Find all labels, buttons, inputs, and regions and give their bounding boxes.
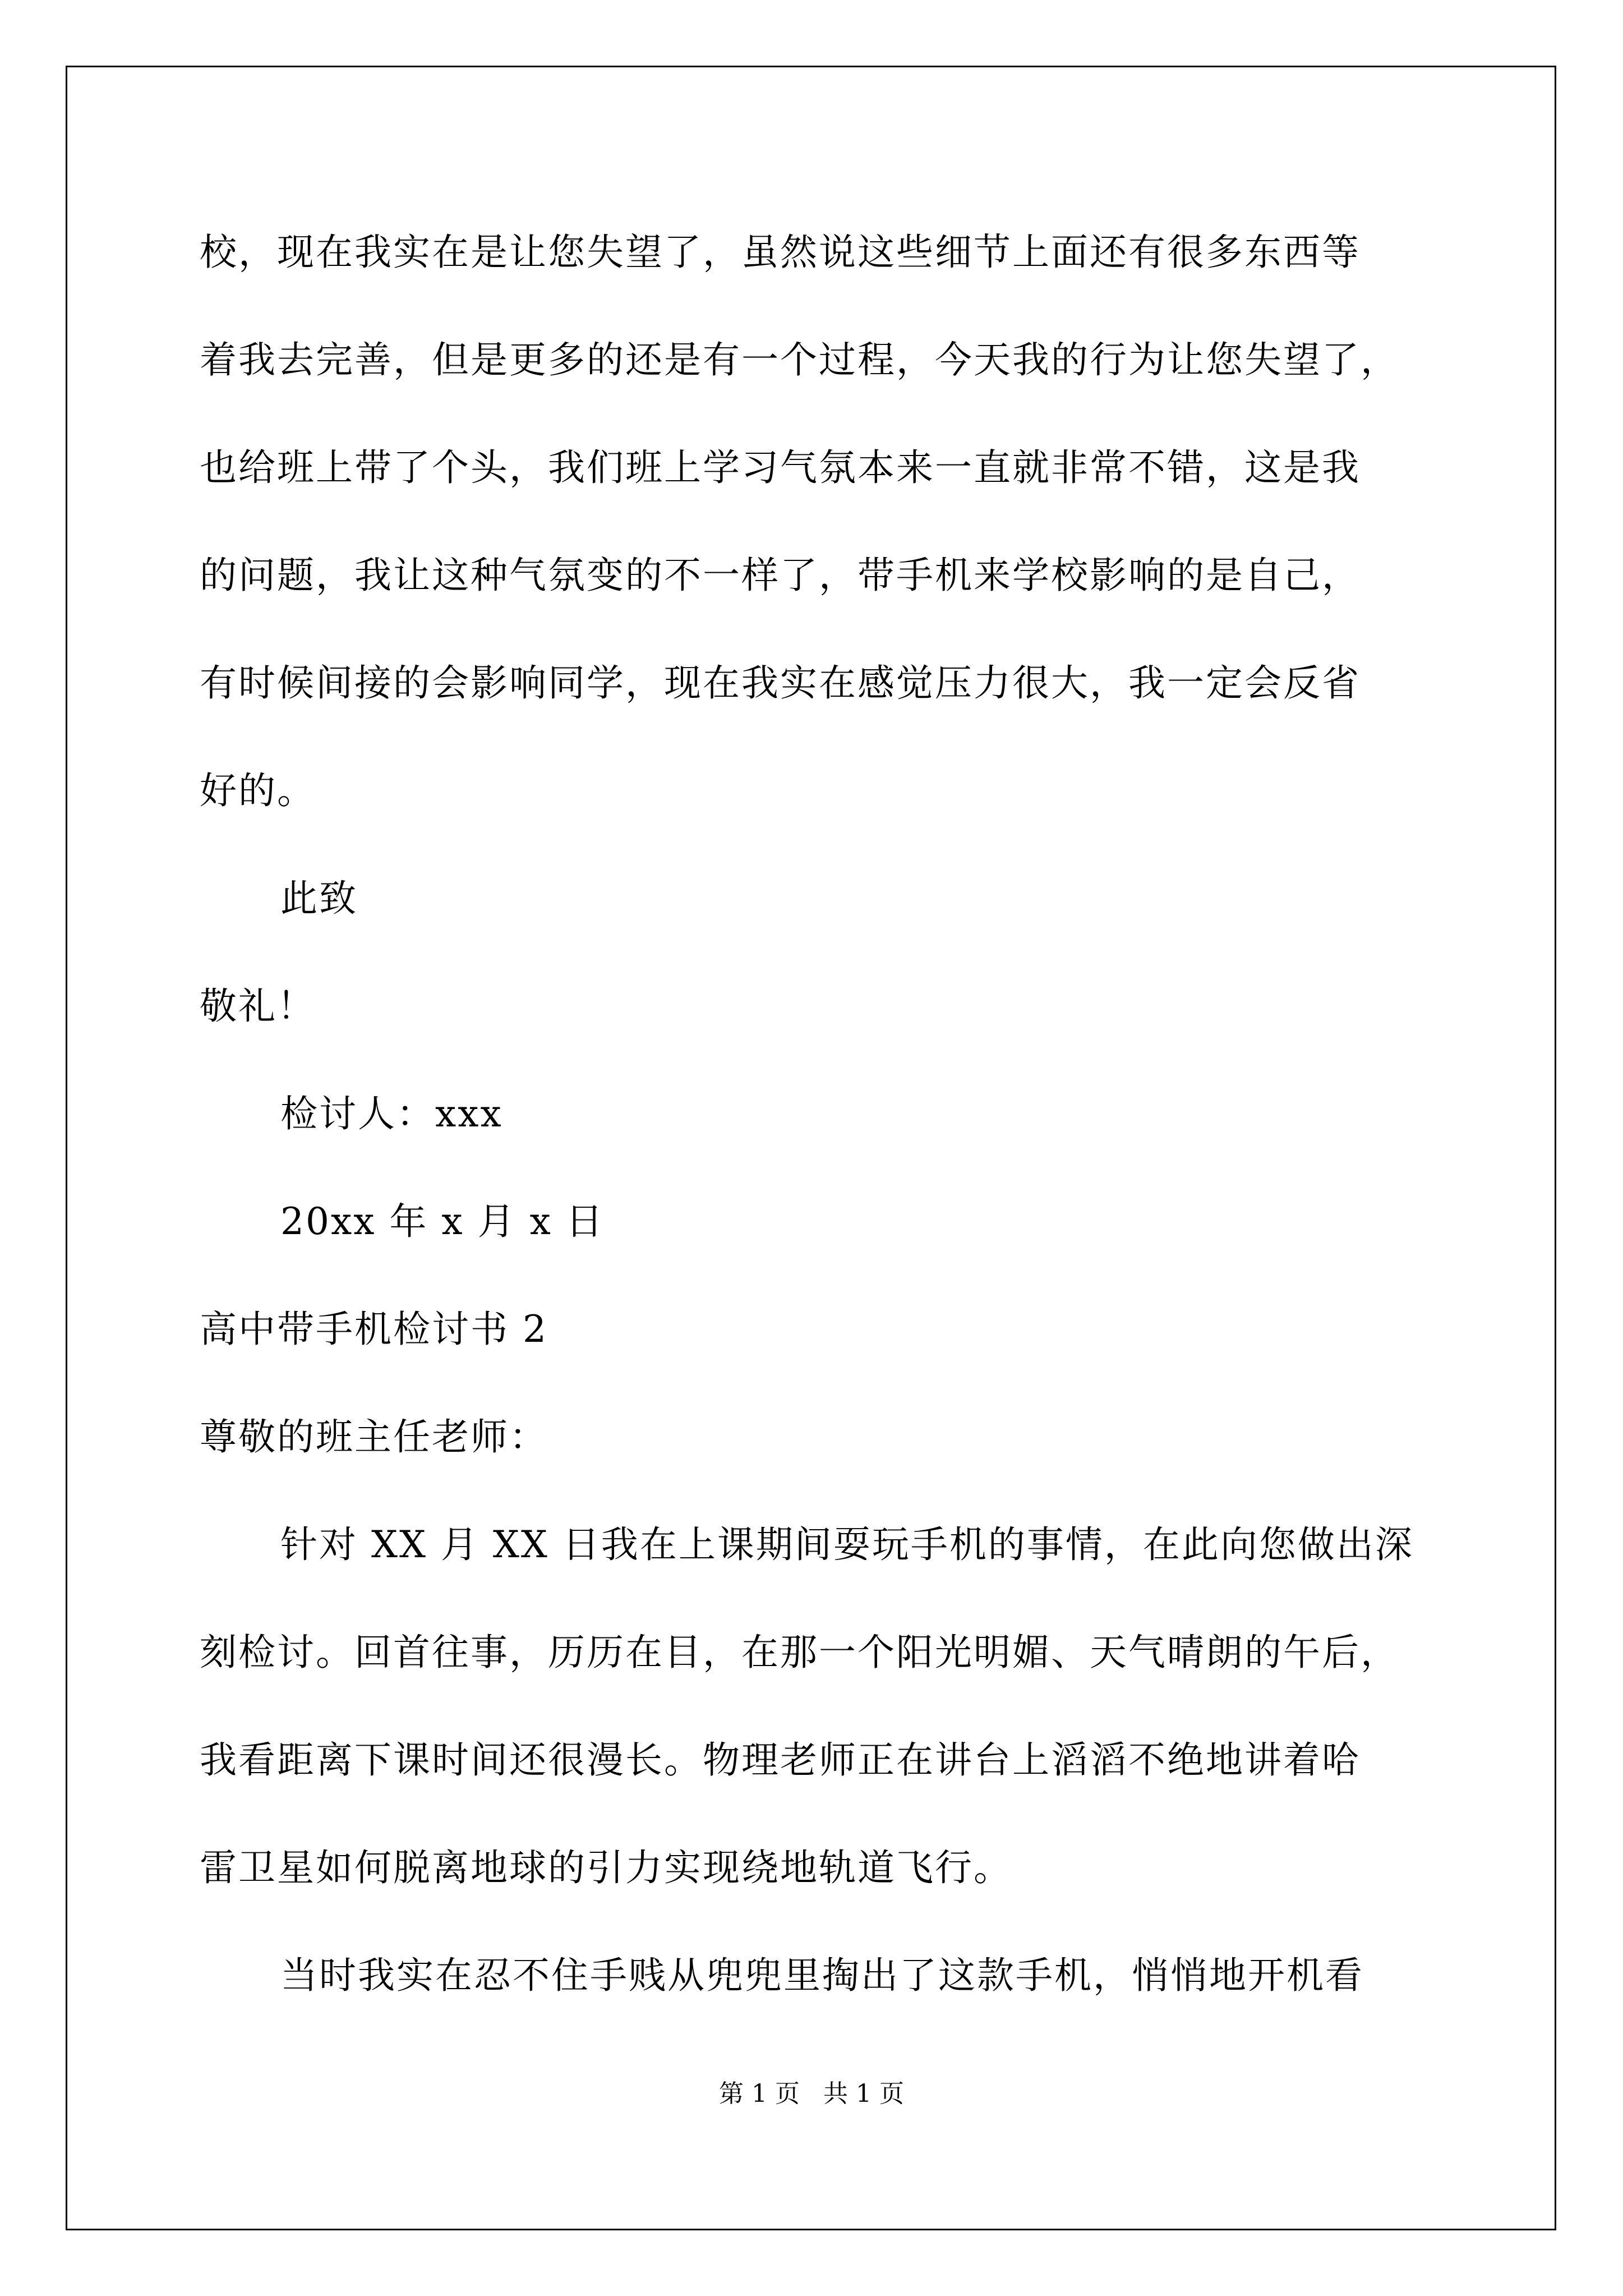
paragraph-1-line-6: 好的。 <box>200 769 316 812</box>
closing-regards: 敬礼！ <box>200 984 316 1028</box>
closing-salutation: 此致 <box>280 877 358 920</box>
paragraph-1-line-2: 着我去完善，但是更多的还是有一个过程，今天我的行为让您失望了， <box>200 338 1399 381</box>
date-line: 20xx 年 x 月 x 日 <box>280 1200 605 1243</box>
paragraph-2-line-1: 针对 XX 月 XX 日我在上课期间耍玩手机的事情，在此向您做出深 <box>280 1523 1414 1566</box>
page-border <box>66 66 1556 2230</box>
paragraph-2-line-3: 我看距离下课时间还很漫长。物理老师正在讲台上滔滔不绝地讲着哈 <box>200 1738 1361 1782</box>
paragraph-1-line-5: 有时候间接的会影响同学，现在我实在感觉压力很大，我一定会反省 <box>200 661 1361 705</box>
section-title: 高中带手机检讨书 2 <box>200 1308 548 1351</box>
paragraph-1-line-1: 校，现在我实在是让您失望了，虽然说这些细节上面还有很多东西等 <box>200 231 1361 274</box>
paragraph-1-line-3: 也给班上带了个头，我们班上学习气氛本来一直就非常不错，这是我 <box>200 446 1361 489</box>
paragraph-2-line-4: 雷卫星如何脱离地球的引力实现绕地轨道飞行。 <box>200 1846 1012 1889</box>
paragraph-2-line-2: 刻检讨。回首往事，历历在目，在那一个阳光明媚、天气晴朗的午后， <box>200 1631 1399 1674</box>
salutation: 尊敬的班主任老师： <box>200 1415 548 1458</box>
paragraph-1-line-4: 的问题，我让这种气氛变的不一样了，带手机来学校影响的是自己， <box>200 554 1361 597</box>
paragraph-3-line-1: 当时我实在忍不住手贱从兜兜里掏出了这款手机，悄悄地开机看 <box>280 1954 1364 1997</box>
signer-line: 检讨人：xxx <box>280 1092 503 1135</box>
page-number-footer: 第 1 页 共 1 页 <box>719 2079 904 2108</box>
